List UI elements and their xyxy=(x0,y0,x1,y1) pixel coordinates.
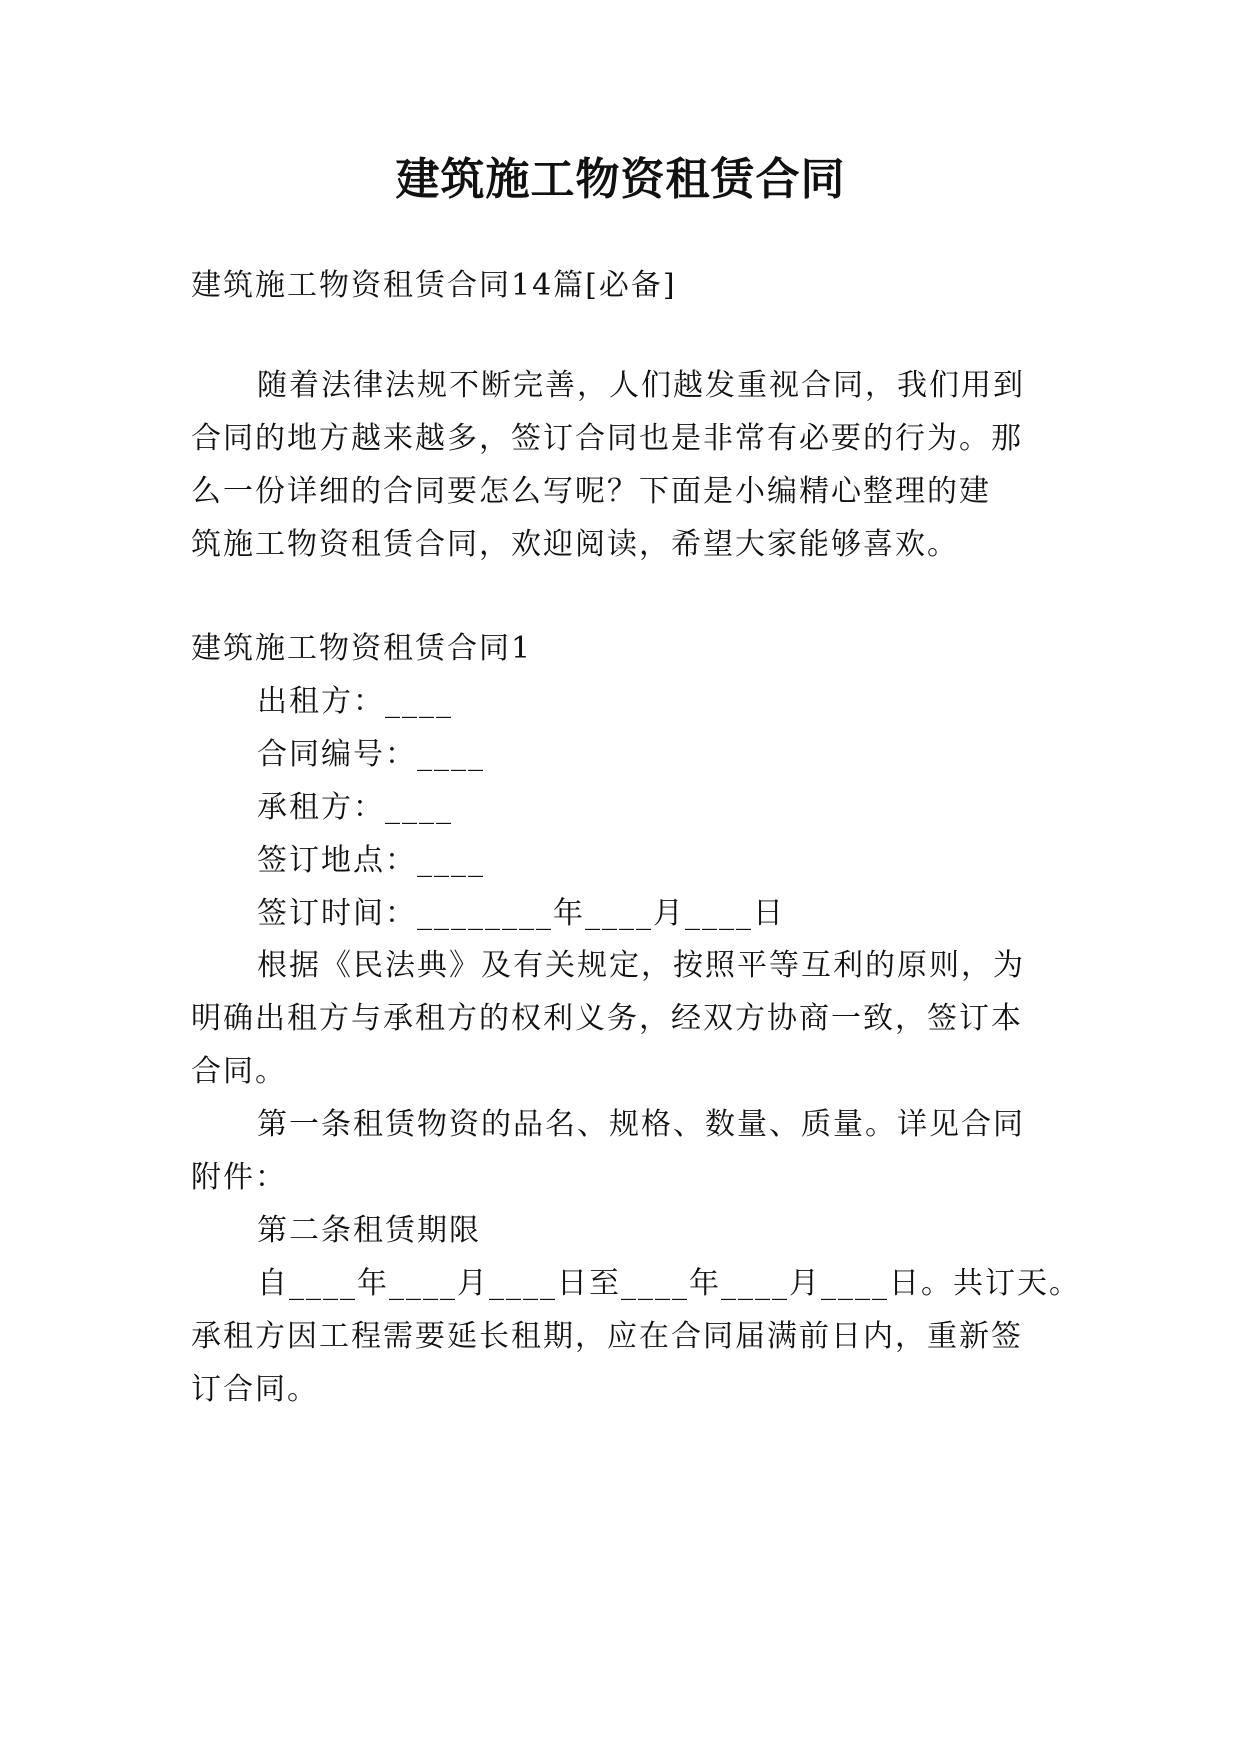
document-title: 建筑施工物资租赁合同 xyxy=(395,154,846,205)
field-lessor: 出租方：____ xyxy=(257,684,453,719)
intro-line: 筑施工物资租赁合同，欢迎阅读，希望大家能够喜欢。 xyxy=(191,527,959,562)
field-sign-place: 签订地点：____ xyxy=(257,843,485,878)
document-subtitle: 建筑施工物资租赁合同14篇[必备] xyxy=(191,268,677,303)
article2-line: 自____年____月____日至____年____月____日。共订天。 xyxy=(257,1266,1081,1301)
field-sign-time: 签订时间：________年____月____日 xyxy=(257,896,785,931)
intro-line: 么一份详细的合同要怎么写呢？下面是小编精心整理的建 xyxy=(191,474,991,509)
intro-line: 随着法律法规不断完善，人们越发重视合同，我们用到 xyxy=(257,368,1025,403)
basis-line: 明确出租方与承租方的权利义务，经双方协商一致，签订本 xyxy=(191,1001,1023,1036)
basis-line: 合同。 xyxy=(191,1054,287,1089)
article1-line: 第一条租赁物资的品名、规格、数量、质量。详见合同 xyxy=(257,1107,1025,1142)
article2-heading: 第二条租赁期限 xyxy=(257,1213,481,1248)
intro-line: 合同的地方越来越多，签订合同也是非常有必要的行为。那 xyxy=(191,421,1023,456)
field-contract-number: 合同编号：____ xyxy=(257,737,485,772)
article1-line: 附件： xyxy=(191,1160,287,1195)
article2-line: 订合同。 xyxy=(191,1372,319,1407)
basis-line: 根据《民法典》及有关规定，按照平等互利的原则，为 xyxy=(257,948,1025,983)
field-lessee: 承租方：____ xyxy=(257,790,453,825)
section-heading: 建筑施工物资租赁合同1 xyxy=(191,631,533,666)
article2-line: 承租方因工程需要延长租期，应在合同届满前日内，重新签 xyxy=(191,1319,1023,1354)
